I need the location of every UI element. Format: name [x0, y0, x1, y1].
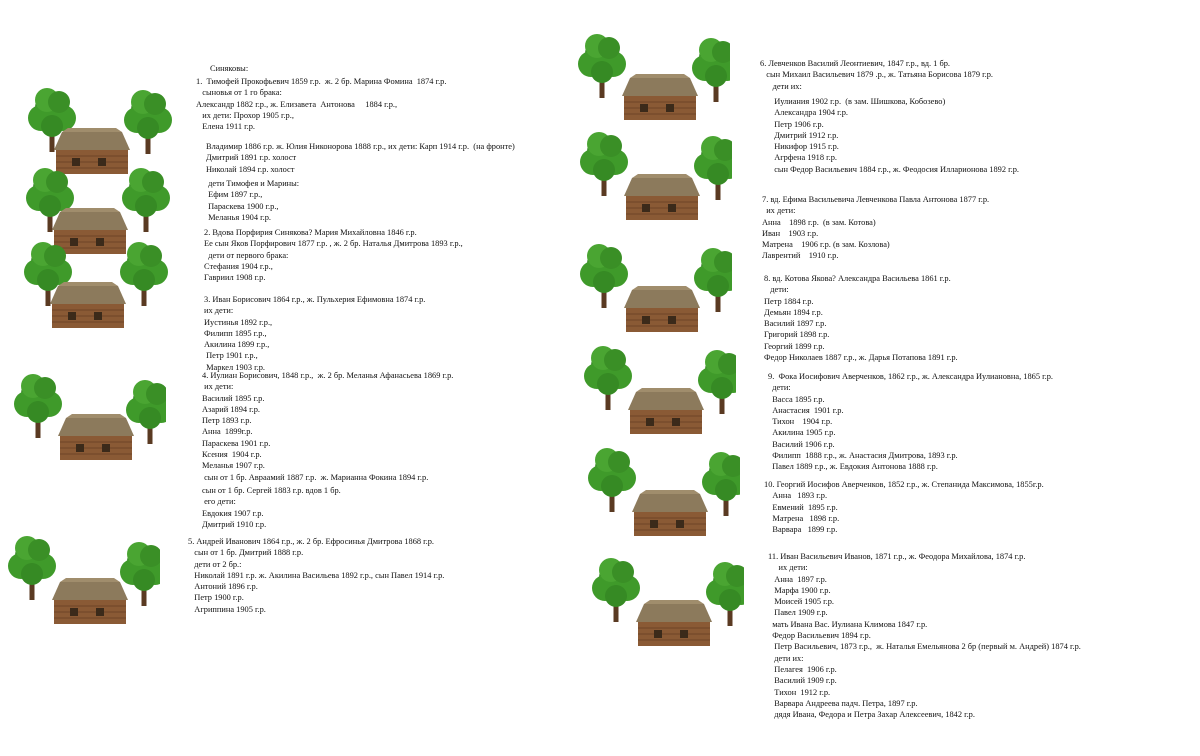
text-line: Анна 1898 г.р. (в зам. Котова)	[762, 217, 876, 227]
family-entry-9	[768, 371, 1053, 473]
text-line: дети их:	[760, 81, 802, 91]
text-line: Петр 1906 г.р.	[770, 119, 824, 129]
homestead-icon	[0, 530, 160, 630]
text-line: Стефания 1904 г.р.,	[204, 261, 273, 271]
family-entry-6	[760, 58, 993, 92]
text-line: Анна 1893 г.р.	[764, 491, 828, 501]
homestead-icon	[580, 442, 740, 542]
text-line: Иулиания 1902 г.р. (в зам. Шишкова, Кобозево)	[770, 97, 946, 106]
text-line: Дмитрий 1891 г.р. холост	[206, 153, 297, 163]
text-line: Лаврентий 1910 г.р.	[762, 251, 839, 261]
text-line: Гавриил 1908 г.р.	[204, 273, 266, 283]
text-line: Ксения 1904 г.р.	[202, 450, 262, 460]
text-line: сыновья от 1 го брака:	[196, 88, 282, 98]
text-line: дети Тимофея и Марины:	[206, 179, 300, 188]
text-line: Матрена 1906 г.р. (в зам. Козлова)	[762, 240, 890, 250]
family-entry-4-son	[202, 485, 341, 530]
text-line: Анастасия 1901 г.р.	[768, 405, 844, 415]
text-line: Петр 1893 г.р.	[202, 416, 252, 426]
text-line: Григорий 1898 г.р.	[764, 330, 830, 340]
text-line: Василий 1906 г.р.	[768, 439, 835, 449]
text-line: 9. Фока Иосифович Аверченков, 1862 г.р., ж. Александра Иулиановна, 1865 г.р.	[768, 372, 1053, 381]
text-line: дети:	[764, 285, 789, 295]
text-line: дети их:	[768, 653, 804, 663]
text-line: Николай 1891 г.р. ж. Акилина Васильева 1892 г.р., сын Павел 1914 г.р.	[188, 570, 445, 580]
text-line: их дети:	[762, 206, 796, 216]
text-line: Анна 1897 г.р.	[768, 574, 827, 584]
text-line: Петр 1901 г.р.,	[204, 351, 258, 361]
text-line: Параскева 1901 г.р.	[202, 438, 271, 448]
text-line: Пелагея 1906 г.р.	[768, 664, 837, 674]
text-line: сын от 1 бр. Сергей 1883 г.р. вдов 1 бр.	[202, 486, 341, 495]
text-line: Демьян 1894 г.р.	[764, 307, 823, 317]
text-line: Александр 1882 г.р., ж. Елизавета Антонова 1884 г.р.,	[196, 99, 398, 109]
text-line: дети от 2 бр.:	[188, 559, 242, 569]
text-line: Меланья 1904 г.р.	[206, 212, 271, 222]
homestead-icon	[572, 238, 732, 338]
family-entry-2	[204, 227, 463, 283]
text-line: 6. Левченков Василий Леонтиевич, 1847 г.р., вд. 1 бр.	[760, 59, 950, 68]
homestead-icon	[16, 232, 176, 332]
text-line: сын от 1 бр. Дмитрий 1888 г.р.	[188, 548, 304, 558]
family-entry-4	[202, 370, 453, 483]
text-line: Федор Васильевич 1894 г.р.	[768, 631, 871, 641]
text-line: Акилина 1905 г.р.	[768, 428, 836, 438]
text-line: 4. Иулиан Борисович, 1848 г.р., ж. 2 бр. Меланья Афанасьева 1869 г.р.	[202, 371, 454, 380]
family-entry-8	[764, 273, 958, 363]
text-line: 1. Тимофей Прокофьевич 1859 г.р. ж. 2 бр. Марина Фомина 1874 г.р.	[196, 77, 447, 86]
text-line: Анна 1899г.р.	[202, 427, 253, 437]
text-line: Дмитрий 1910 г.р.	[202, 519, 267, 529]
text-line: Иван 1903 г.р.	[762, 228, 819, 238]
text-line: Параскева 1900 г.р.,	[206, 201, 279, 211]
text-line: Петр 1900 г.р.	[188, 593, 244, 603]
text-line: Павел 1909 г.р.	[768, 608, 828, 618]
text-line: Василий 1895 г.р.	[202, 393, 265, 403]
text-line: Агриппина 1905 г.р.	[188, 604, 266, 614]
text-line: Федор Николаев 1887 г.р., ж. Дарья Потапова 1891 г.р.	[764, 353, 958, 363]
text-line: Филипп 1895 г.р.,	[204, 328, 267, 338]
text-line: 3. Иван Борисович 1864 г.р., ж. Пульхерия Ефимовна 1874 г.р.	[204, 295, 426, 304]
text-line: Акилина 1899 г.р.,	[204, 340, 270, 350]
text-line: их дети:	[768, 563, 808, 573]
text-line: Меланья 1907 г.р.	[202, 461, 265, 471]
text-line: Тихон 1904 г.р.	[768, 417, 833, 427]
text-line: его дети:	[202, 497, 236, 507]
text-line: Василий 1897 г.р.	[764, 319, 827, 329]
family-entry-7	[762, 194, 989, 262]
text-line: сын от 1 бр. Авраамий 1887 г.р. ж. Марианна Фокина 1894 г.р.	[202, 472, 429, 482]
text-line: их дети:	[202, 382, 234, 392]
text-line: Васса 1895 г.р.	[768, 394, 825, 404]
text-line: дядя Ивана, Федора и Петра Захар Алексеевич, 1842 г.р.	[768, 710, 975, 720]
homestead-icon	[6, 368, 166, 468]
text-line: Дмитрий 1912 г.р.	[770, 130, 839, 140]
text-line: Николай 1894 г.р. холост	[206, 164, 295, 174]
text-line: 2. Вдова Порфирия Синякова? Мария Михайловна 1846 г.р.	[204, 228, 417, 237]
family-entry-1-sons	[206, 141, 515, 175]
text-line: Евмений 1895 г.р.	[764, 502, 838, 512]
text-line: Агрфена 1918 г.р.	[770, 153, 838, 163]
text-line: 11. Иван Васильевич Иванов, 1871 г.р., ж. Феодора Михайлова, 1874 г.р.	[768, 552, 1026, 561]
text-line: Иустинья 1892 г.р.,	[204, 317, 273, 327]
text-line: Елена 1911 г.р.	[196, 122, 255, 132]
family-entry-3	[204, 294, 425, 373]
text-line: Варвара Андреева падч. Петра, 1897 г.р.	[768, 698, 918, 708]
text-line: их дети:	[204, 306, 234, 316]
text-line: Варвара 1899 г.р.	[764, 525, 838, 535]
text-line: мать Ивана Вас. Иулиана Климова 1847 г.р.	[768, 619, 928, 629]
homestead-icon	[576, 340, 736, 440]
text-line: Марфа 1900 г.р.	[768, 585, 831, 595]
family-entry-10	[764, 479, 1044, 535]
text-line: дети:	[768, 383, 791, 393]
text-line: Василий 1909 г.р.	[768, 676, 837, 686]
text-line: 5. Андрей Иванович 1864 г.р., ж. 2 бр. Ефросинья Дмитрова 1868 г.р.	[188, 537, 435, 546]
text-line: Азарий 1894 г.р.	[202, 404, 261, 414]
text-line: дети от первого брака:	[204, 250, 289, 260]
text-line: Ефим 1897 г.р.,	[206, 190, 263, 200]
text-line: Павел 1889 г.р., ж. Евдокия Антонова 1888 г.р.	[768, 462, 938, 472]
text-line: их дети: Прохор 1905 г.р.,	[196, 110, 294, 120]
text-line: Матрена 1898 г.р.	[764, 513, 840, 523]
family-entry-1-children	[206, 178, 299, 223]
text-line: Петр Васильевич, 1873 г.р., ж. Наталья Емельянова 2 бр (первый м. Андрей) 1874 г.р.	[768, 642, 1081, 652]
text-line: 8. вд. Котова Якова? Александра Васильева 1861 г.р.	[764, 274, 951, 283]
text-line: Филипп 1888 г.р., ж. Анастасия Дмитрова, 1893 г.р.	[768, 451, 958, 461]
homestead-icon	[570, 28, 730, 128]
text-line: Антоний 1896 г.р.	[188, 582, 258, 592]
text-line: 10. Георгий Иосифов Аверченков, 1852 г.р., ж. Степанида Максимова, 1855г.р.	[764, 480, 1044, 489]
text-line: сын Михаил Васильевич 1879 .р., ж. Татьяна Борисова 1879 г.р.	[760, 70, 993, 80]
homestead-icon	[572, 126, 732, 226]
text-line: Маркел 1903 г.р.	[204, 362, 266, 372]
family-entry-1	[196, 76, 446, 132]
family-entry-11	[768, 551, 1081, 720]
text-line: 7. вд. Ефима Васильевича Левченкова Павла Антонова 1877 г.р.	[762, 195, 990, 204]
text-line: Ее сын Яков Порфирович 1877 г.р. , ж. 2 бр. Наталья Дмитрова 1893 г.р.,	[204, 239, 463, 249]
family-entry-6-children	[770, 96, 1019, 175]
homestead-icon	[584, 552, 744, 652]
text-line: Петр 1884 г.р.	[764, 296, 814, 306]
family-entry-5	[188, 536, 444, 615]
text-line: Моисей 1905 г.р.	[768, 597, 835, 607]
page-title: Синяковы:	[210, 64, 249, 73]
text-line: Георгий 1899 г.р.	[764, 341, 825, 351]
text-line: Евдокия 1907 г.р.	[202, 508, 264, 518]
text-line: Никифор 1915 г.р.	[770, 142, 839, 152]
text-line: Александра 1904 г.р.	[770, 108, 848, 118]
text-line: сын Федор Васильевич 1884 г.р., ж. Феодосия Илларионова 1892 г.р.	[770, 164, 1019, 174]
text-line: Тихон 1912 г.р.	[768, 687, 831, 697]
text-line: Владимир 1886 г.р. ж. Юлия Никонорова 1888 г.р., их дети: Карп 1914 г.р. (на фронте)	[206, 142, 515, 151]
